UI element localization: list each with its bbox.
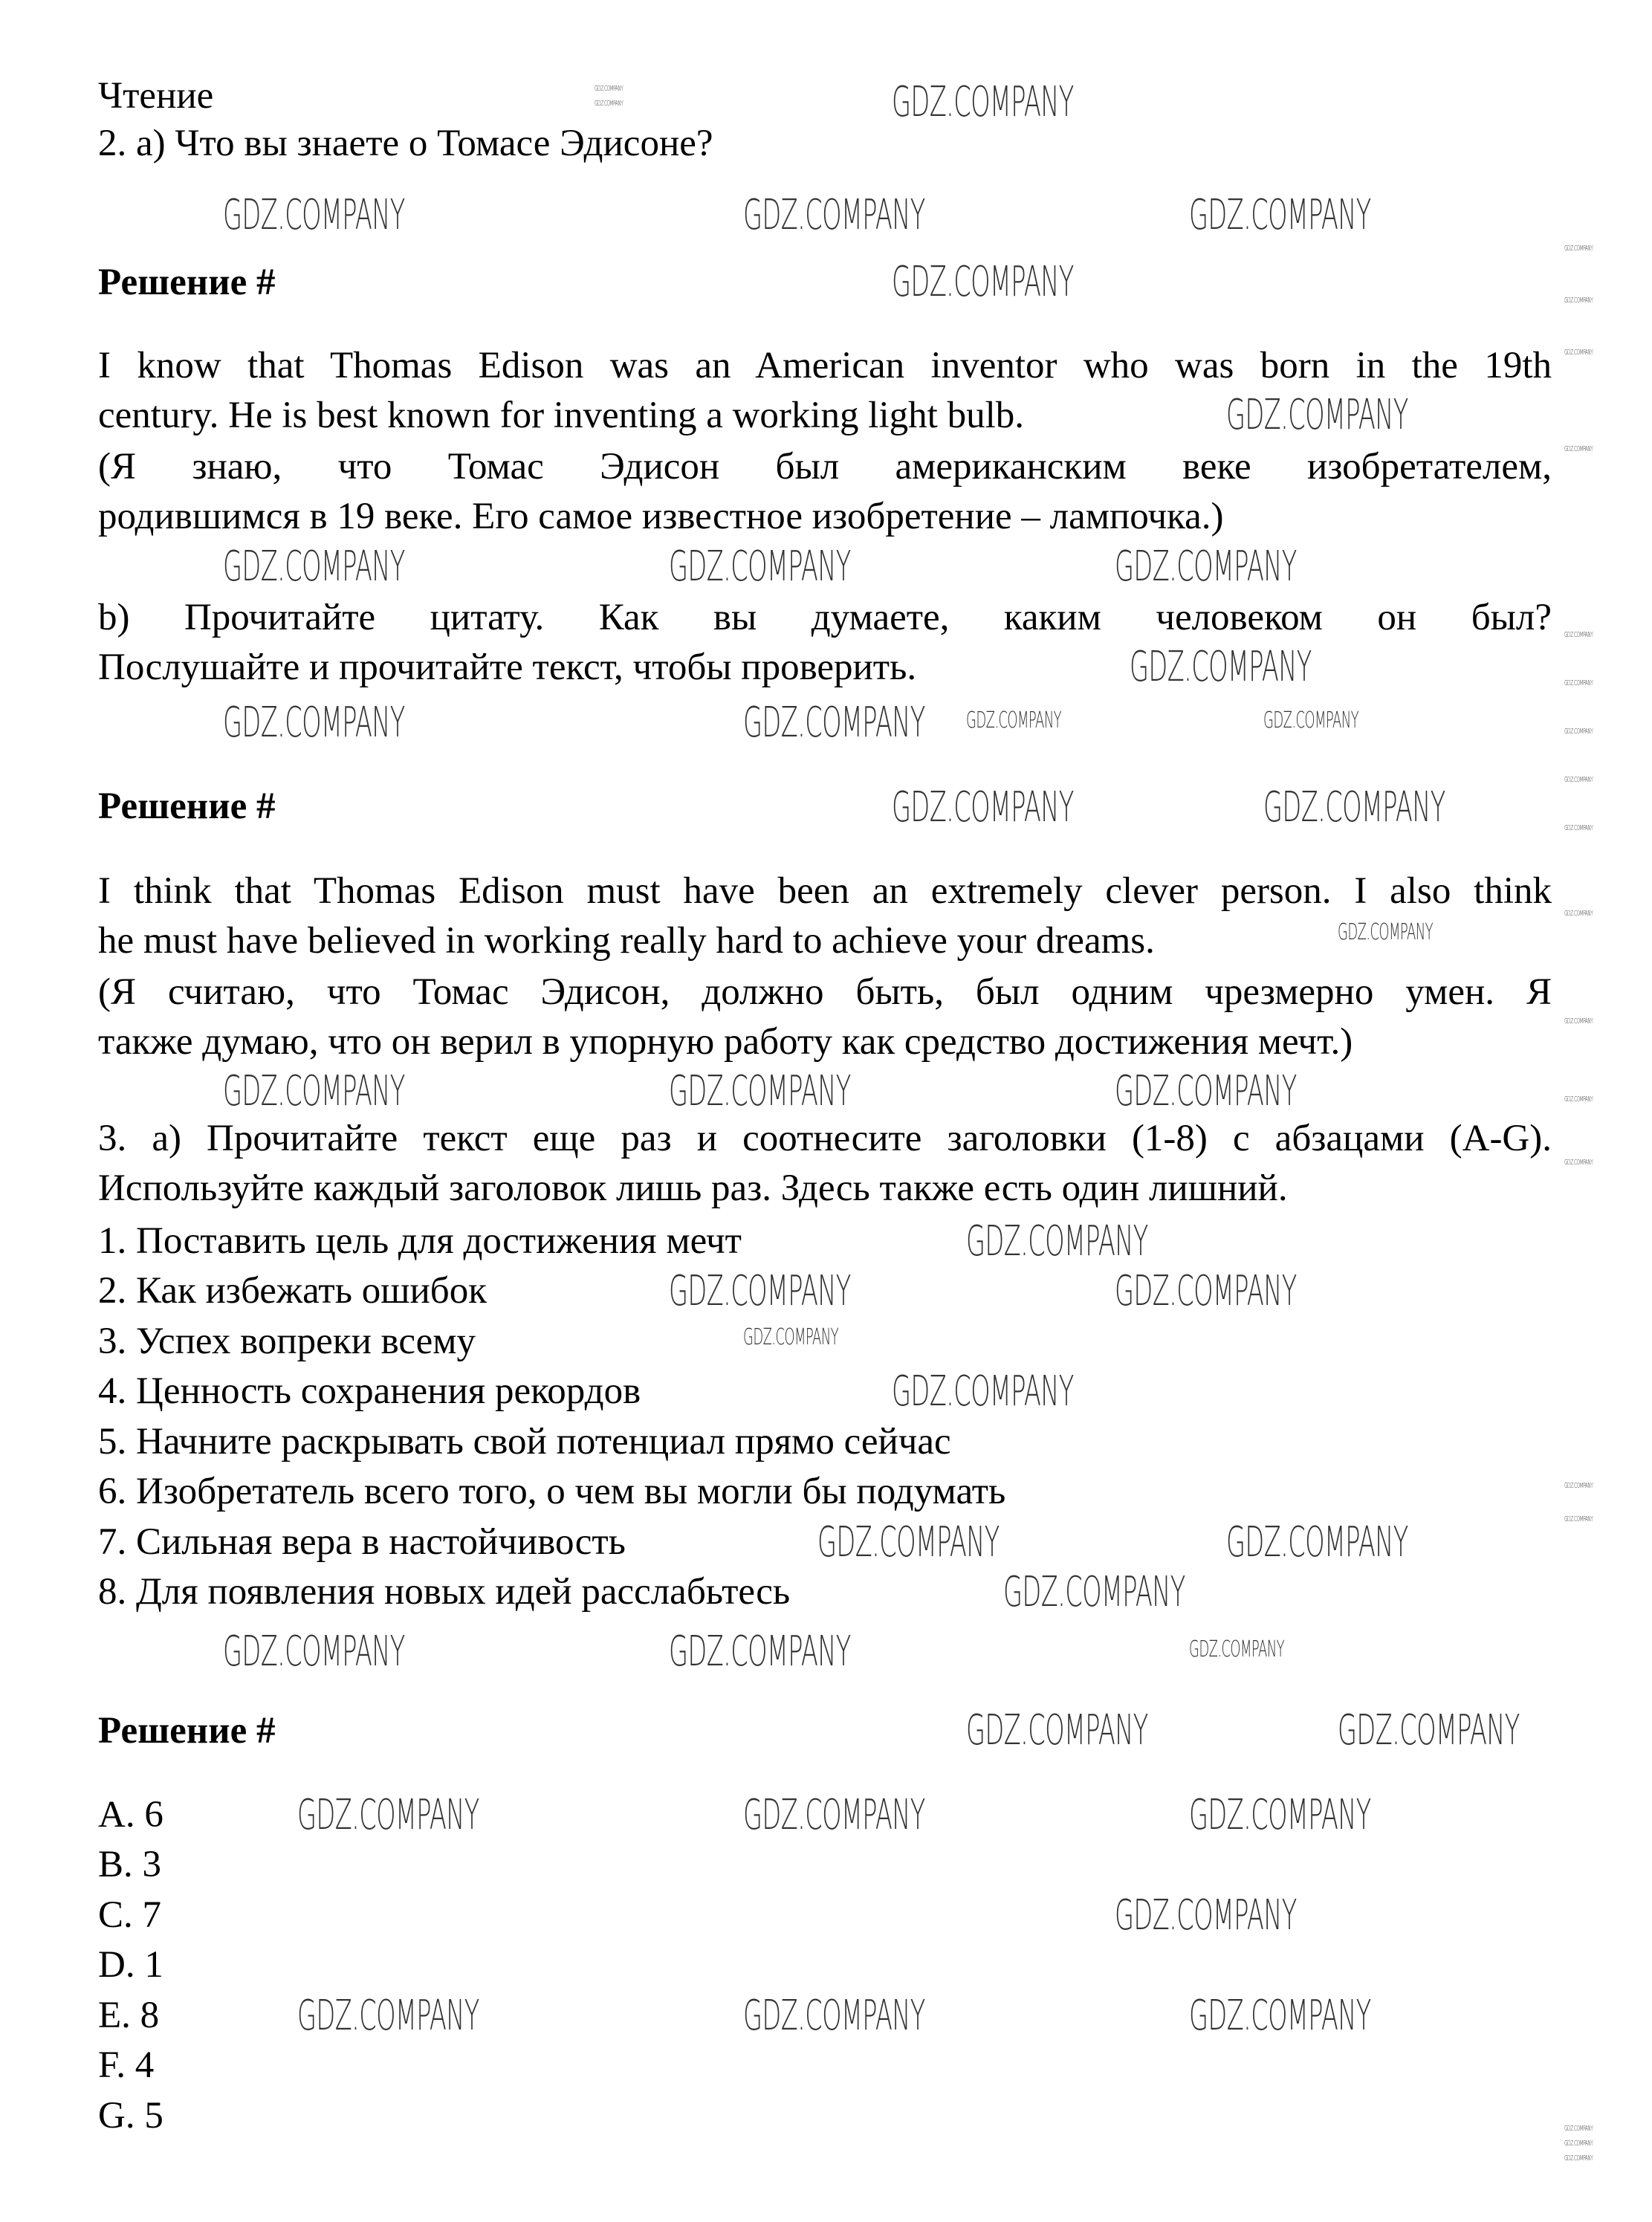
watermark: GDZ.COMPANY bbox=[1564, 2154, 1593, 2163]
watermark: GDZ.COMPANY bbox=[1564, 728, 1593, 736]
heading-item: 3. Успех вопреки всему bbox=[98, 1321, 476, 1362]
answer-item: D. 1 bbox=[98, 1944, 163, 1986]
watermark: GDZ.COMPANY bbox=[1564, 776, 1593, 784]
watermark: GDZ.COMPANY bbox=[1189, 1791, 1371, 1839]
watermark: GDZ.COMPANY bbox=[892, 258, 1074, 306]
task-2b-line: b) Прочитайте цитату. Как вы думаете, каким человеком он был? bbox=[98, 597, 1552, 638]
watermark: GDZ.COMPANY bbox=[1564, 1482, 1593, 1490]
watermark: GDZ.COMPANY bbox=[1564, 2125, 1593, 2133]
watermark: GDZ.COMPANY bbox=[223, 1067, 405, 1115]
watermark: GDZ.COMPANY bbox=[1226, 1518, 1408, 1567]
watermark: GDZ.COMPANY bbox=[1263, 707, 1359, 733]
section-title: Чтение bbox=[98, 75, 214, 117]
watermark: GDZ.COMPANY bbox=[223, 699, 405, 747]
watermark: GDZ.COMPANY bbox=[1338, 1706, 1520, 1755]
watermark: GDZ.COMPANY bbox=[1564, 1017, 1593, 1026]
watermark: GDZ.COMPANY bbox=[1564, 349, 1593, 357]
answer-item: E. 8 bbox=[98, 1995, 160, 2036]
watermark: GDZ.COMPANY bbox=[223, 542, 405, 591]
watermark: GDZ.COMPANY bbox=[1115, 542, 1297, 591]
watermark: GDZ.COMPANY bbox=[595, 100, 623, 108]
watermark: GDZ.COMPANY bbox=[595, 85, 623, 93]
answer-item: C. 7 bbox=[98, 1894, 162, 1936]
watermark: GDZ.COMPANY bbox=[966, 1706, 1148, 1755]
watermark: GDZ.COMPANY bbox=[1564, 1159, 1593, 1167]
watermark: GDZ.COMPANY bbox=[297, 1791, 479, 1839]
watermark: GDZ.COMPANY bbox=[1115, 1891, 1297, 1940]
watermark: GDZ.COMPANY bbox=[1564, 1095, 1593, 1104]
watermark: GDZ.COMPANY bbox=[1564, 1515, 1593, 1523]
watermark: GDZ.COMPANY bbox=[743, 1791, 925, 1839]
watermark: GDZ.COMPANY bbox=[1115, 1067, 1297, 1115]
task-2a: 2. a) Что вы знаете о Томасе Эдисоне? bbox=[98, 123, 713, 164]
watermark: GDZ.COMPANY bbox=[743, 1992, 925, 2040]
heading-item: 4. Ценность сохранения рекордов bbox=[98, 1370, 641, 1412]
task-3a-line: Используйте каждый заголовок лишь раз. Здесь также есть один лишний. bbox=[98, 1167, 1288, 1209]
watermark: GDZ.COMPANY bbox=[1564, 679, 1593, 687]
answer-line: I know that Thomas Edison was an American inventor who was born in the 19th bbox=[98, 345, 1552, 386]
watermark: GDZ.COMPANY bbox=[223, 1627, 405, 1676]
watermark: GDZ.COMPANY bbox=[1226, 391, 1408, 439]
watermark: GDZ.COMPANY bbox=[892, 78, 1074, 126]
watermark: GDZ.COMPANY bbox=[669, 1267, 851, 1315]
watermark: GDZ.COMPANY bbox=[669, 1067, 851, 1115]
answer-item: B. 3 bbox=[98, 1844, 162, 1885]
heading-item: 1. Поставить цель для достижения мечт bbox=[98, 1220, 742, 1262]
answer-line: (Я знаю, что Томас Эдисон был американским веке изобретателем, bbox=[98, 446, 1552, 488]
watermark: GDZ.COMPANY bbox=[1338, 919, 1434, 945]
watermark: GDZ.COMPANY bbox=[1564, 824, 1593, 832]
watermark: GDZ.COMPANY bbox=[669, 1627, 851, 1676]
watermark: GDZ.COMPANY bbox=[1564, 244, 1593, 253]
heading-item: 5. Начните раскрывать свой потенциал прямо сейчас bbox=[98, 1421, 951, 1463]
heading-item: 2. Как избежать ошибок bbox=[98, 1270, 487, 1312]
solution-label: Решение # bbox=[98, 262, 276, 303]
watermark: GDZ.COMPANY bbox=[966, 707, 1062, 733]
heading-item: 6. Изобретатель всего того, о чем вы могли бы подумать bbox=[98, 1471, 1006, 1512]
answer-item: A. 6 bbox=[98, 1794, 163, 1836]
watermark: GDZ.COMPANY bbox=[1130, 643, 1312, 691]
watermark: GDZ.COMPANY bbox=[743, 191, 925, 239]
watermark: GDZ.COMPANY bbox=[1564, 297, 1593, 305]
heading-item: 7. Сильная вера в настойчивость bbox=[98, 1521, 626, 1563]
task-3a-line: 3. a) Прочитайте текст еще раз и соотнесите заголовки (1-8) с абзацами (A-G). bbox=[98, 1118, 1552, 1159]
watermark: GDZ.COMPANY bbox=[966, 1217, 1148, 1266]
watermark: GDZ.COMPANY bbox=[1189, 1636, 1285, 1662]
answer-line: родившимся в 19 веке. Его самое известное изобретение – лампочка.) bbox=[98, 496, 1224, 537]
watermark: GDZ.COMPANY bbox=[817, 1518, 1000, 1567]
answer-line: (Я считаю, что Томас Эдисон, должно быть, был одним чрезмерно умен. Я bbox=[98, 971, 1552, 1013]
watermark: GDZ.COMPANY bbox=[1263, 783, 1445, 832]
watermark: GDZ.COMPANY bbox=[1189, 191, 1371, 239]
watermark: GDZ.COMPANY bbox=[892, 783, 1074, 832]
task-2b-line: Послушайте и прочитайте текст, чтобы проверить. bbox=[98, 647, 917, 688]
solution-label: Решение # bbox=[98, 1710, 276, 1752]
watermark: GDZ.COMPANY bbox=[743, 1324, 839, 1350]
watermark: GDZ.COMPANY bbox=[1564, 2140, 1593, 2148]
solution-label: Решение # bbox=[98, 786, 276, 827]
answer-line: he must have believed in working really hard to achieve your dreams. bbox=[98, 920, 1155, 962]
watermark: GDZ.COMPANY bbox=[297, 1992, 479, 2040]
watermark: GDZ.COMPANY bbox=[223, 191, 405, 239]
watermark: GDZ.COMPANY bbox=[1564, 631, 1593, 639]
watermark: GDZ.COMPANY bbox=[743, 699, 925, 747]
watermark: GDZ.COMPANY bbox=[669, 542, 851, 591]
watermark: GDZ.COMPANY bbox=[1564, 445, 1593, 453]
answer-line: I think that Thomas Edison must have been an extremely clever person. I also think bbox=[98, 870, 1552, 912]
watermark: GDZ.COMPANY bbox=[1003, 1568, 1185, 1616]
watermark: GDZ.COMPANY bbox=[1115, 1267, 1297, 1315]
watermark: GDZ.COMPANY bbox=[1189, 1992, 1371, 2040]
answer-line: также думаю, что он верил в упорную работу как средство достижения мечт.) bbox=[98, 1021, 1353, 1063]
answer-line: century. He is best known for inventing a working light bulb. bbox=[98, 395, 1024, 436]
watermark: GDZ.COMPANY bbox=[892, 1367, 1074, 1416]
watermark: GDZ.COMPANY bbox=[1564, 910, 1593, 918]
answer-item: F. 4 bbox=[98, 2044, 155, 2086]
answer-item: G. 5 bbox=[98, 2095, 163, 2137]
heading-item: 8. Для появления новых идей расслабьтесь bbox=[98, 1571, 791, 1613]
